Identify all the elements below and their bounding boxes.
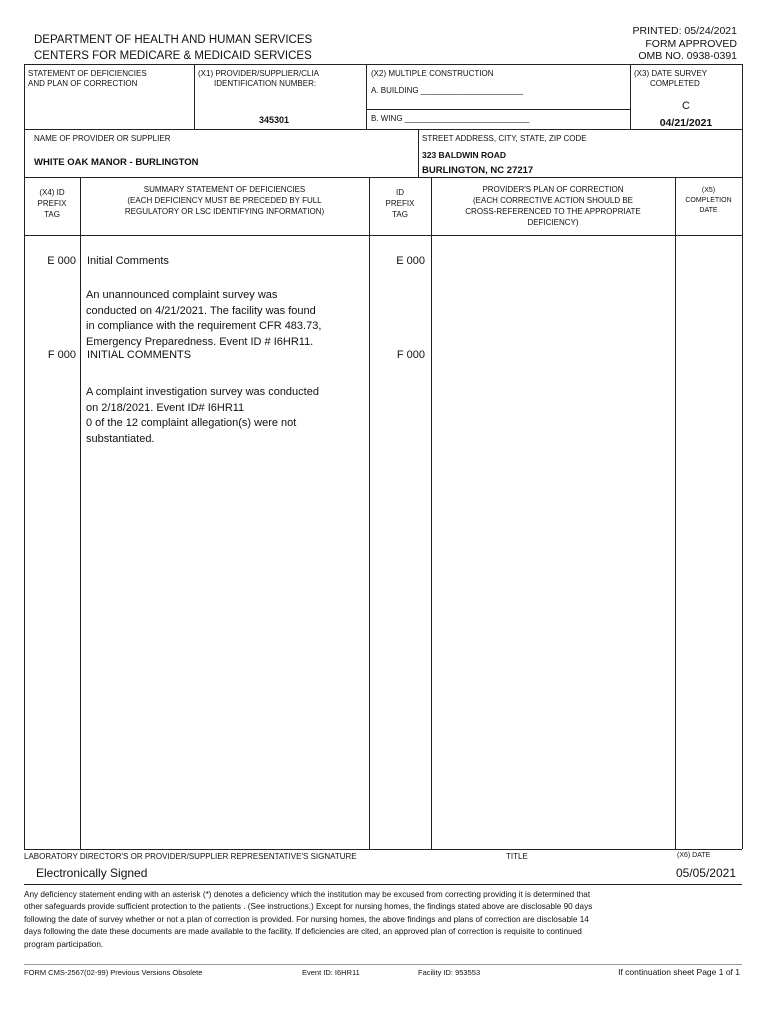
x3-label-2: COMPLETED — [650, 79, 700, 88]
signature-date: 05/05/2021 — [675, 866, 736, 880]
electronic-signature: Electronically Signed — [36, 866, 148, 880]
top-border — [24, 64, 742, 65]
divider — [24, 177, 742, 178]
printed-date: PRINTED: 05/24/2021 — [632, 25, 737, 37]
x1-label-2: IDENTIFICATION NUMBER: — [214, 79, 317, 88]
survey-date: 04/21/2021 — [659, 117, 713, 129]
x2-label: (X2) MULTIPLE CONSTRUCTION — [371, 69, 494, 78]
entry-title: Initial Comments — [87, 255, 169, 267]
building-field: A. BUILDING _______________________ — [371, 86, 524, 95]
statement-label-2: AND PLAN OF CORRECTION — [28, 79, 138, 88]
agency-line-1: DEPARTMENT OF HEALTH AND HUMAN SERVICES — [34, 34, 313, 46]
signature-date-label: (X6) DATE — [677, 852, 711, 859]
divider — [366, 109, 630, 110]
form-number: FORM CMS-2567(02-99) Previous Versions Obsolete — [24, 968, 203, 977]
facility-id: Facility ID: 953553 — [418, 968, 481, 977]
survey-letter: C — [682, 100, 690, 112]
signature-label: LABORATORY DIRECTOR'S OR PROVIDER/SUPPLIER REPRESENTATIVE'S SIGNATURE — [24, 852, 357, 861]
x4-label-2: PREFIX — [37, 199, 67, 208]
provider-name: WHITE OAK MANOR - BURLINGTON — [34, 157, 199, 168]
wing-field: B. WING ____________________________ — [371, 114, 530, 123]
entry-id-tag: F 000 — [396, 349, 425, 361]
right-border — [742, 64, 743, 849]
entry-id-tag: E 000 — [396, 255, 425, 267]
left-border — [24, 64, 25, 849]
disclaimer-text: Any deficiency statement ending with an asterisk (*) denotes a deficiency which the institution may be excused from correcting providing it is determined that other safeguards provide sufficient protection to the patients . (See instructions.) Except for nursing homes, the findings stated above are disclosable 90 days following the date of survey whether or not a plan of correction is provided. For nursing homes, the above findings and plans of correction are disclosable 14 days following the date these documents are made available to the facility. If deficiencies are cited, an approved plan of correction is requisite to continued program participation. — [24, 890, 593, 949]
x4-label-3: TAG — [44, 210, 60, 219]
x5-label-1: (X5) — [701, 187, 716, 194]
city-state-zip: BURLINGTON, NC 27217 — [422, 165, 534, 176]
address-label: STREET ADDRESS, CITY, STATE, ZIP CODE — [422, 134, 587, 143]
entry-tag: F 000 — [47, 349, 76, 361]
divider — [369, 177, 370, 849]
id-label-2: PREFIX — [385, 199, 415, 208]
summary-label-1: SUMMARY STATEMENT OF DEFICIENCIES — [143, 185, 306, 194]
entry-tag: E 000 — [47, 255, 76, 267]
x5-label-2: COMPLETION — [685, 197, 732, 204]
entry-text: A complaint investigation survey was conducted on 2/18/2021. Event ID# I6HR11 0 of the 12 complaint allegation(s) were not substantiated. — [86, 386, 319, 445]
summary-label-3: REGULATORY OR LSC IDENTIFYING INFORMATION) — [124, 207, 325, 216]
x5-label-3: DATE — [699, 207, 718, 214]
divider — [418, 129, 419, 177]
divider — [24, 884, 742, 885]
entry-title: INITIAL COMMENTS — [87, 349, 192, 361]
event-id: Event ID: I6HR11 — [302, 968, 360, 977]
divider — [431, 177, 432, 849]
divider — [24, 129, 742, 130]
x1-label-1: (X1) PROVIDER/SUPPLIER/CLIA — [198, 69, 319, 78]
form-approved: FORM APPROVED — [645, 38, 737, 50]
plan-label-1: PROVIDER'S PLAN OF CORRECTION — [482, 185, 624, 194]
id-label-3: TAG — [392, 210, 408, 219]
plan-label-3: CROSS-REFERENCED TO THE APPROPRIATE — [465, 207, 641, 216]
x3-label-1: (X3) DATE SURVEY — [634, 69, 708, 78]
divider — [194, 64, 195, 129]
street-address: 323 BALDWIN ROAD — [422, 150, 507, 160]
agency-line-2: CENTERS FOR MEDICARE & MEDICAID SERVICES — [34, 50, 312, 62]
divider — [24, 235, 742, 236]
provider-id-number: 345301 — [259, 115, 290, 125]
title-label: TITLE — [506, 852, 528, 861]
omb-number: OMB NO. 0938-0391 — [638, 50, 737, 62]
x4-label-1: (X4) ID — [39, 188, 65, 197]
summary-label-2: (EACH DEFICIENCY MUST BE PRECEDED BY FULL — [127, 196, 322, 205]
divider — [366, 64, 367, 129]
plan-label-4: DEFICIENCY) — [527, 218, 579, 227]
page-indicator: If continuation sheet Page 1 of 1 — [618, 967, 740, 977]
id-label-1: ID — [396, 188, 404, 197]
statement-label-1: STATEMENT OF DEFICIENCIES — [28, 69, 147, 78]
entry-text: An unannounced complaint survey was conducted on 4/21/2021. The facility was found in compliance with the requirement CFR 483.73, Emergency Preparedness. Event ID # I6HR11. — [86, 289, 322, 348]
divider — [80, 177, 81, 849]
plan-label-2: (EACH CORRECTIVE ACTION SHOULD BE — [472, 196, 634, 205]
divider — [675, 177, 676, 849]
divider — [24, 964, 742, 965]
divider — [24, 849, 742, 850]
provider-name-label: NAME OF PROVIDER OR SUPPLIER — [34, 134, 171, 143]
